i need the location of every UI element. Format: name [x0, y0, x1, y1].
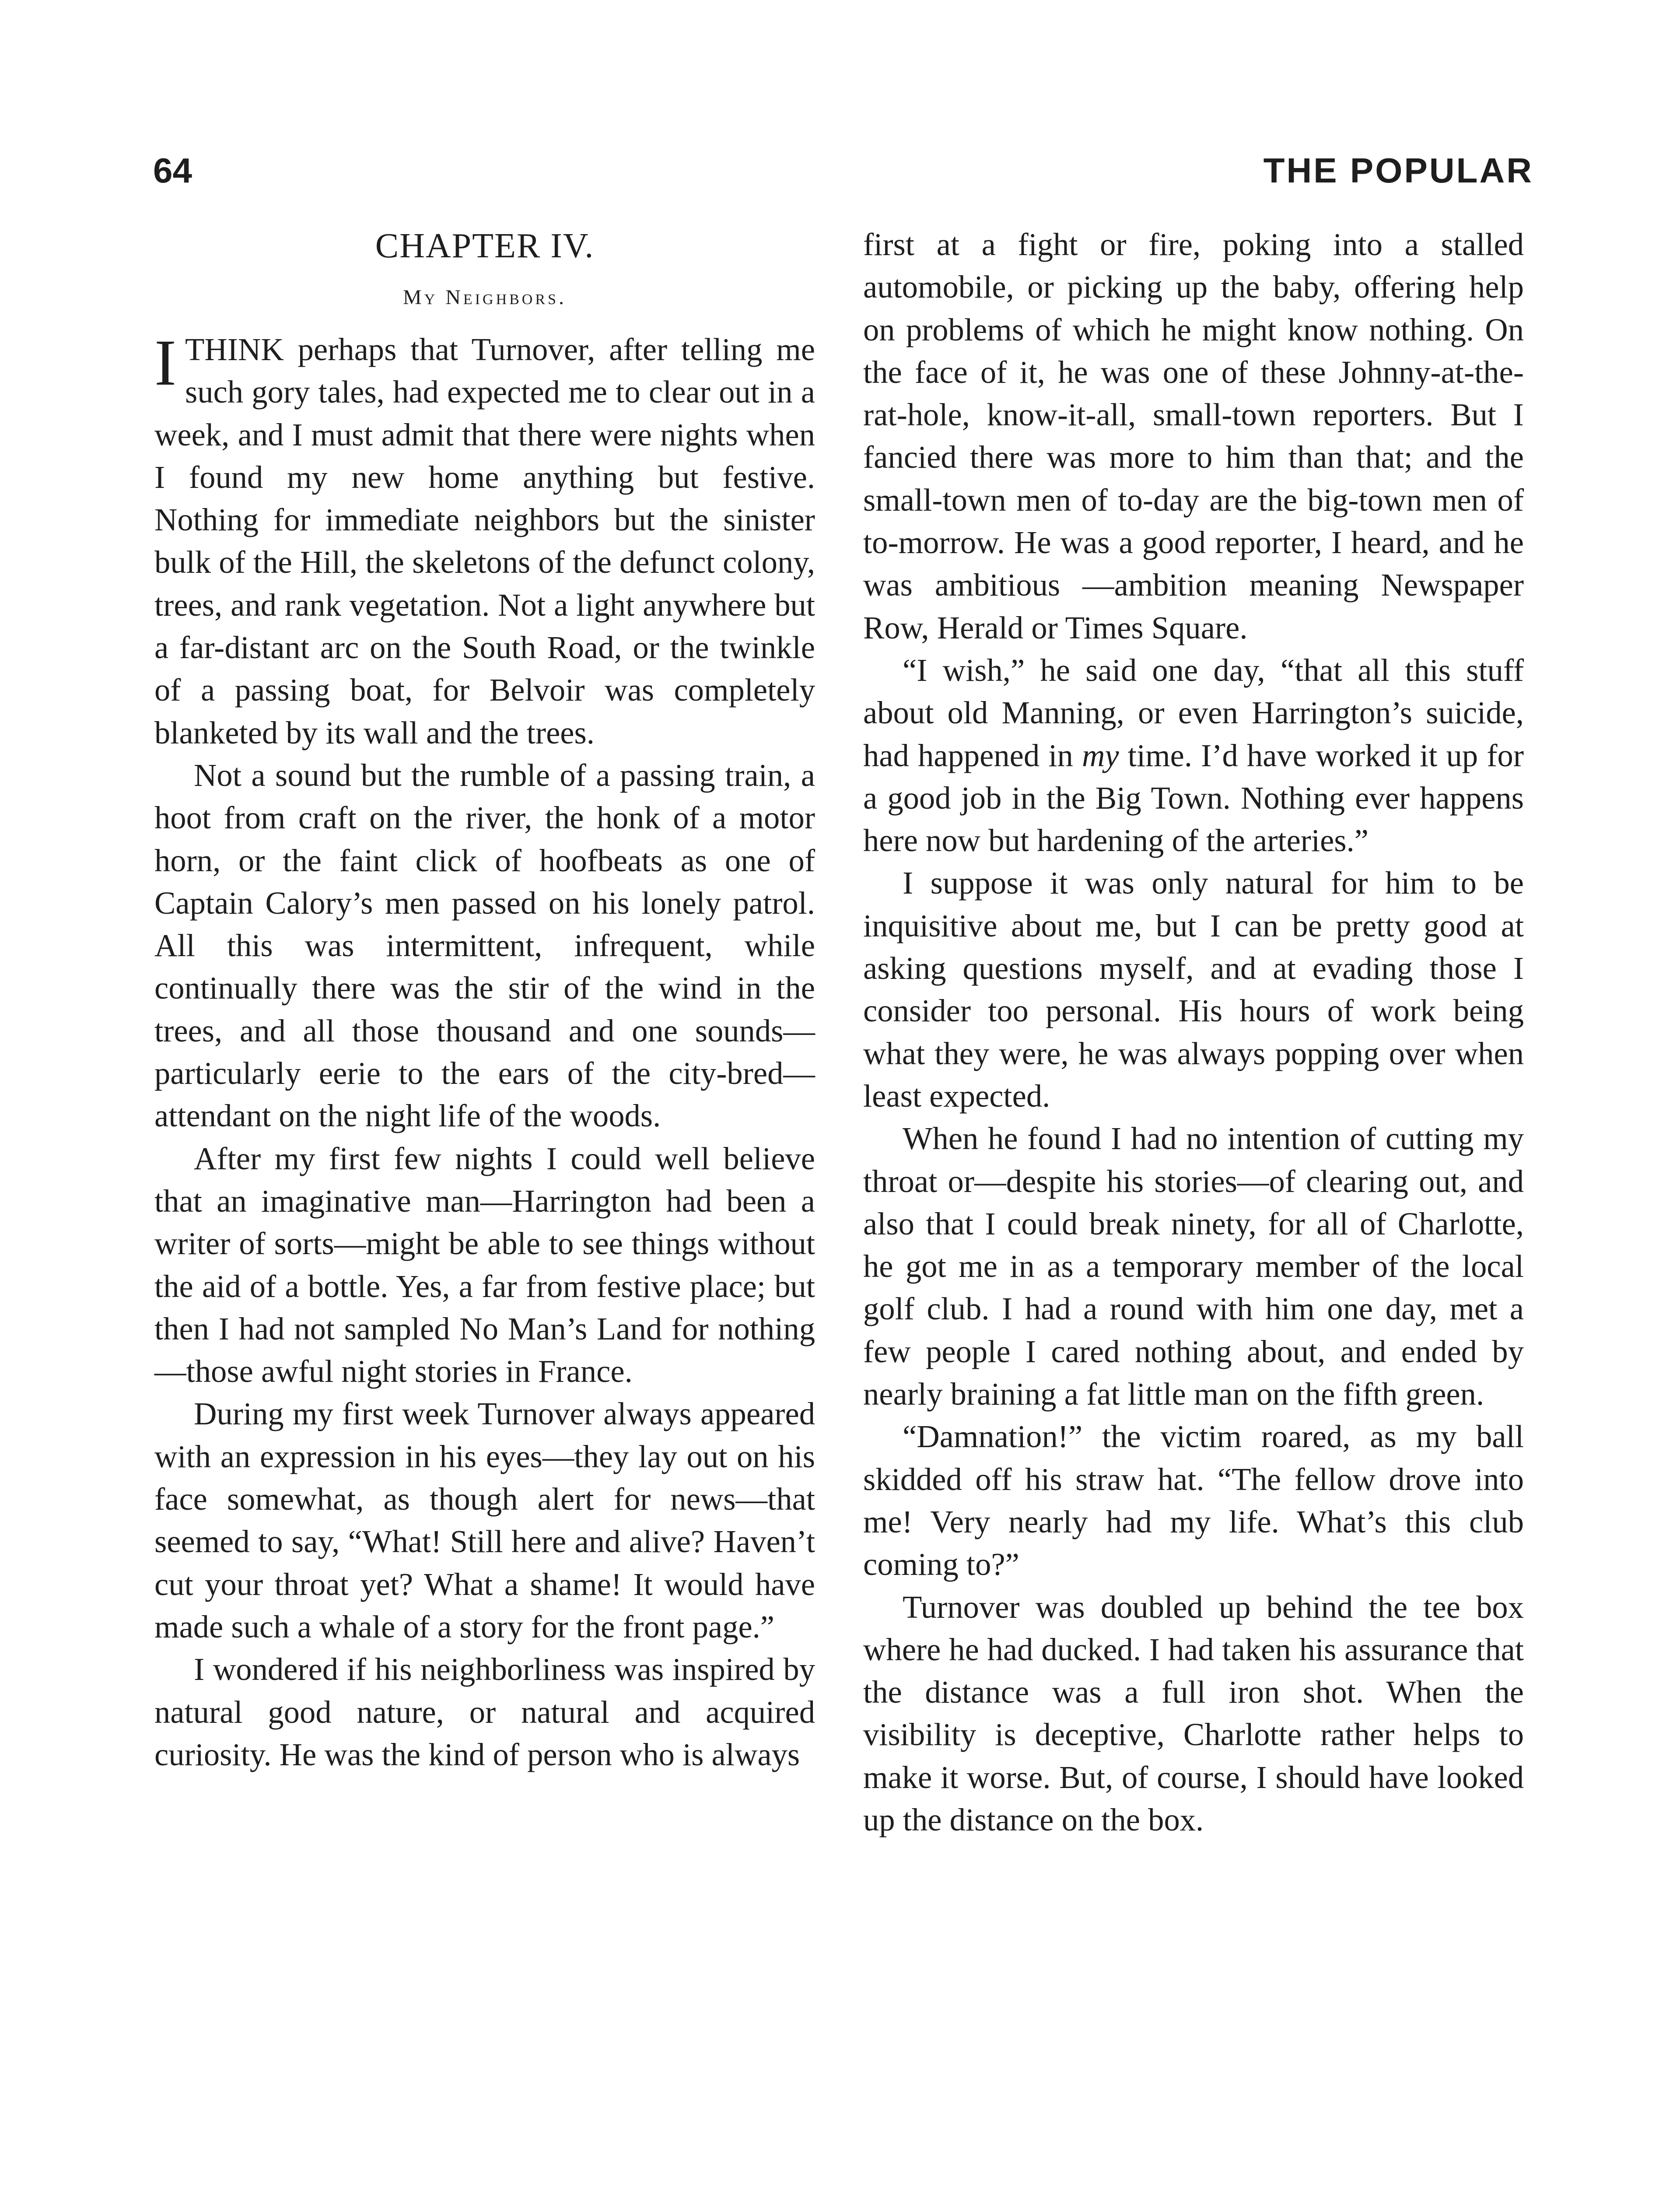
paragraph: I suppose it was only natural for him to be inquisitive about me, but I can be pretty good at asking questions myself, and at evading those I consider too personal. His hours of work being what they were, he was always popping over when least expected.: [863, 865, 1524, 1114]
right-column: [863, 223, 1524, 1841]
paragraph: When he found I had no intention of cutting my throat or—despite his stories—of clearing out, and also that I could break ninety, for all of Charlotte, he got me in as a temporary member of the local golf club. I had a round with him one day, met a few people I cared nothing about, and ended by nearly braining a fat little man on the fifth green.: [863, 1121, 1524, 1412]
paragraph: [863, 649, 1524, 862]
drop-cap: I: [154, 326, 176, 399]
paragraph: “Damnation!” the victim roared, as my ball skidded off his straw hat. “The fellow drove into me! Very nearly had my life. What’s this club coming to?”: [863, 1419, 1524, 1582]
paragraph-text: time. I’d have worked it up for a good job in the Big Town. Nothing ever happens here now but hardening of the arteries.”: [863, 737, 1524, 859]
paragraph: Turnover was doubled up behind the tee box where he had ducked. I had taken his assurance that the distance was a full iron shot. When the visibility is deceptive, Charlotte rather helps to make it worse. But, of course, I should have looked up the distance on the box.: [863, 1589, 1524, 1837]
chapter-title: CHAPTER IV.: [375, 227, 595, 265]
paragraph: I wondered if his neighborliness was inspired by natural good nature, or natural and acquired curiosity. He was the kind of person who is always: [154, 1652, 815, 1772]
paragraph: Not a sound but the rumble of a passing train, a hoot from craft on the river, the honk of a motor horn, or the faint click of hoofbeats as one of Captain Calory’s men passed on his lonely patrol. All this was intermittent, infrequent, while continually there was the stir of the wind in the trees, and all those thousand and one sounds—particularly eerie to the ears of the city-bred—attendant on the night life of the woods.: [154, 757, 815, 1134]
emphasis-text: my: [1082, 737, 1119, 773]
paragraph: first at a fight or fire, poking into a stalled automobile, or picking up the baby, offering help on problems of which he might know nothing. On the face of it, he was one of these Johnny-at-the-rat-hole, know-it-all, small-town reporters. But I fancied there was more to him than that; and the small-town men of to-day are the big-town men of to-morrow. He was a good reporter, I heard, and he was ambitious —ambition meaning Newspaper Row, Herald or Times Square.: [863, 227, 1524, 645]
left-column: [154, 223, 815, 1776]
running-head: THE POPULAR: [1263, 151, 1533, 190]
chapter-subtitle: My Neighbors.: [403, 286, 567, 309]
paragraph-text: THINK perhaps that Turnover, after telling me such gory tales, had expected me to clear out in a week, and I must admit that there were nights when I found my new home anything but festive. Nothing for immediate neighbors but the sinister bulk of the Hill, the skeletons of the defunct colony, trees, and rank vegetation. Not a light anywhere but a far-distant arc on the South Road, or the twinkle of a passing boat, for Belvoir was completely blanketed by its wall and the trees.: [154, 332, 815, 750]
paragraph: [154, 328, 815, 754]
paragraph: During my first week Turnover always appeared with an expression in his eyes—they lay out on his face somewhat, as though alert for news—that seemed to say, “What! Still here and alive? Haven’t cut your throat yet? What a shame! It would have made such a whale of a story for the front page.”: [154, 1396, 815, 1645]
page-number: 64: [153, 151, 192, 190]
paragraph: After my first few nights I could well believe that an imaginative man—Harrington had been a writer of sorts—might be able to see things without the aid of a bottle. Yes, a far from festive place; but then I had not sampled No Man’s Land for nothing—those awful night stories in France.: [154, 1140, 815, 1389]
paragraph-text: “I wish,” he said one day, “that all this stuff about old Manning, or even Harrington’s suicide, had happened in: [863, 652, 1524, 773]
page-header: [153, 147, 1533, 195]
